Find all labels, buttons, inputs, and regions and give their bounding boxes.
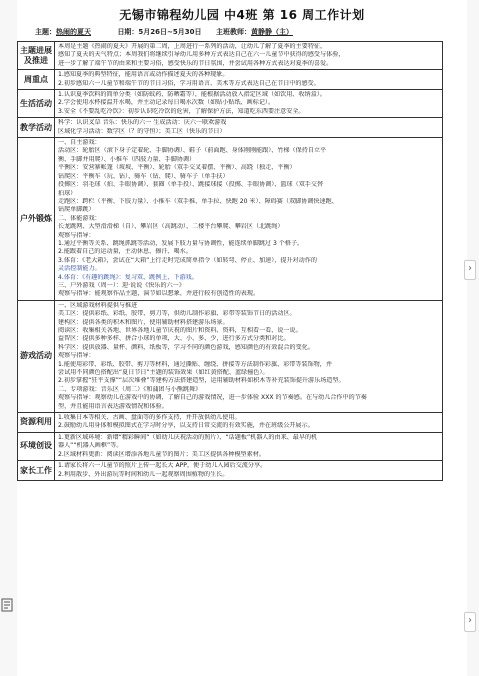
content-line: 区域化学习活动：数学区（？的守恒）；美工区（快乐的节日） [58,127,226,135]
content-line: 钻爬区：平衡车（玩、钻）、骑车（钻、爬）、骑车子（单手扶） [58,172,229,180]
document-title: 无锡市锦程幼儿园 中4班 第 16 周工作计划 [119,8,365,22]
content-line: 衡、手脚并用爬）、小推车（四肢力量、手脚协调） [58,155,196,163]
content-line: 平衡区：安营寨帐篷（坡坡、平衡）、轮胎（双手交叉着摆、平衡）、高跷（独走、平衡） [58,164,296,172]
content-line: 型，并且能用语言表达游戏情况和体验。 [58,402,168,410]
content-line: 1.更新区域环境：新增“精彩瞬间”（如幼儿庆祝活动的照片）、“话题板”机器人的由来、最早的机 [58,433,318,441]
row-label: 教学活动 [18,118,55,138]
content-line: 3.安全《不要乱吃冷饮》：初步认识吃冷饮的危害，了解保护方法，知道吃东西要注意安全。 [58,107,305,115]
content-line: 1.请家长将六一儿童节的照片上传一起长大 APP，便于幼儿入园后交流分享。 [58,462,267,470]
plan-row [18,432,443,460]
book-icon[interactable] [0,598,14,620]
plan-row [18,118,443,138]
page-scroll-arrow-top[interactable]: › [464,260,476,280]
content-line: 投掷区：羽毛球（拍、手眼协调）、套圈（单手投）、跳接球接（投掷、手眼协调）、篮球（双手交替 [58,181,324,189]
row-content [55,42,443,70]
theme-label: 主题： [35,28,56,36]
content-line: 二、专项游戏：音乐区（周二）《和蒲团与小熊跳舞》 [58,385,202,393]
content-line: 2.初步掌握“狂平支撑”“层次堆叠”等建构方法搭建造型，运用辅助材料如积木等补充装饰提升游乐场造型。 [58,377,345,385]
row-content [55,138,443,301]
content-line: 2.区域材料更新：阅读区增添各地儿童节的图片；美工区提供各种模型素材。 [58,450,265,458]
content-line: 2.利用散步、外出游玩等时间和幼儿一起观察周围植物的生长。 [58,470,229,478]
content-line: 益智区：提供多种多样、拼合小球的单项，大、小、多、少，进行多方式分类和对比。 [58,335,290,343]
content-line: 1.感知夏季的典型特征，能用语言或动作描述夏天的各种现象。 [58,71,229,79]
row-label: 游戏活动 [18,300,55,412]
content-line: 1.通过平衡等关系、跳绳抓跳等活动，发展下肢力量与协调性，能连续单脚跳过 3 个格子。 [58,239,304,247]
content-line: 阅读区：收集相关各地、世界各地儿童节庆祝的图片和资料、资料，互相看一看、说一说。 [58,327,302,334]
row-content [55,413,443,433]
content-line: 观察与指导：观察幼儿在游戏中的协调，了解自己的游戏情况，进一步体验 XXX 的节奏感。在与幼儿合作中的节奏 [58,394,367,402]
content-line: 观察与指导：能观察作品主题，演节如以想象，并进行较有创造性的表现。 [58,290,260,298]
content-line: 一、区域游戏材料提供与推进 [58,301,138,309]
row-label: 周重点 [18,70,55,90]
content-line: 钻爬单脚跳） [58,206,95,214]
content-line: 4.体育：《有趣的跳绳》：复习双、跳例上、下游戏。 [58,273,198,281]
content-line: 观察与指导： [58,231,95,239]
content-line: 1.能使用彩带、彩纸、胶带、剪刀等材料，通过撕贴、缠绕、拼接等方法制作彩旗、彩带等装饰物，并 [58,360,332,368]
plan-row [18,138,443,301]
weekly-plan-table [17,41,443,481]
plan-row [18,70,443,90]
row-label: 资源利用 [18,413,55,433]
content-line: 1.收集日本等相关、古画、盘面等的多作支持，并开放供幼儿使用。 [58,414,241,422]
document-subtitle [35,27,465,37]
row-content [55,300,443,412]
content-line: 走跑区：跨栏（平衡、下肢力量）、小推车（双手推、单手拉、快跑 20 米）、障碍赛（双脚协调快速跑、 [58,197,338,205]
content-line: 2.学会使用水杯接温开水喝，并主动记录每日喝水次数（如贴小贴纸、画标记）。 [58,99,275,107]
content-line: 二、体能游戏： [58,214,101,222]
plan-row [18,461,443,481]
row-content [55,432,443,460]
content-line: 2.鼓励幼儿用身体和模拟图式在学习时分享，以支持日常交流的有效实施，并在班级公开展示。 [58,422,314,430]
row-label: 主题进展及推进 [18,42,55,70]
plan-row [18,413,443,433]
content-line: 一、自主游戏： [58,139,101,147]
row-content [55,118,443,138]
content-line: 观察与指导： [58,352,95,360]
teacher-label: 主班教师： [215,28,251,36]
content-line: 建构区：提供各类的积木和图片，使用辅助材料搭建游乐场景。 [58,318,229,326]
content-line: 科学区：提供放器、量杯、颜料、纸板等，学习不同的颜色游戏，感知颜色的有效混合的变化。 [58,343,314,351]
content-line: 2.初步感知六一儿童节和端午节的节日习俗，学习用语言、美术等方式表达自己在节日中的感受。 [58,79,320,87]
plan-row [18,42,443,70]
content-line: 三、户外游戏（周一）：迎·说说《快乐的六一》 [58,281,185,289]
date-field: 日期：5月26日~5月30日 [117,28,202,36]
row-content [55,90,443,118]
row-label: 家长工作 [18,461,55,481]
page-scroll-arrow-bottom[interactable]: › [464,612,476,632]
content-line: 器人”“机器人画框”等。 [58,442,123,450]
theme-value: 热闹的夏天 [56,28,91,36]
theme-field [35,28,103,36]
row-label: 生活活动 [18,90,55,118]
content-line: 活动区：轮胎区（滚下身子定着轮、手脚协调）、鞋子（前面跑、身体刚刚能跟）、竹梯（保持自立平 [58,147,327,155]
content-line: 拍球） [58,189,77,197]
content-line: 感知了夏天的天气特点；本周我们将继续引导幼儿用多种方式表达自己在六一儿童节中获得的感受与体验， [58,51,345,59]
row-content [55,461,443,481]
content-line: 灵活控制能力。 [58,265,101,273]
content-line: 本周是主题《热闹的夏天》开展的第二周，上周进行一系列的活动，让幼儿了解了夏季的主要特征， [58,43,327,50]
teacher-value: 黄静静（主） [250,28,293,36]
row-content [55,70,443,90]
plan-row [18,300,443,412]
content-line: 3.体育：《老大箱》，尝试在“大箱”上行走时完成简单指令（如转弯、停止、加速），提升对动作的 [58,256,317,264]
content-line: 1.认识夏季饮料的简单分类（如防蚊药、防晒霜等），能根据活动放入指定区域（如饮用、收纳盒）。 [58,91,326,99]
row-label: 环境创设 [18,432,55,460]
plan-row [18,90,443,118]
content-line: 长龙跳网、大型滑滑梯（自）、攀岩区（高跳动）、二楼平台攀爬、攀岩区（北跳绳） [58,223,284,231]
teacher-field [216,28,305,36]
content-line: 美工区：提供彩纸、彩纸、胶带、剪刀等，供幼儿制作彩旗、彩带等装饰节日的活动区。 [58,310,296,318]
row-label: 户外锻炼 [18,138,55,301]
content-line: 进一步了解了端午节的由来和主要习俗，感受快乐的节日氛围，并尝试用各种方式表达对夏季的喜爱。 [58,59,333,67]
content-line: 尝试用不同颜色搭配出“夏日节日”主题的装饰效果（如红黄搭配、蓝绿撞色）。 [58,369,269,377]
content-line: 2.能跟着自己的运动量，主动休息、擦汗、喝水。 [58,248,192,256]
content-line: 科学：认识叉草 音乐：快乐的六一 生成活动：庆六一联欢游戏 [58,119,227,127]
